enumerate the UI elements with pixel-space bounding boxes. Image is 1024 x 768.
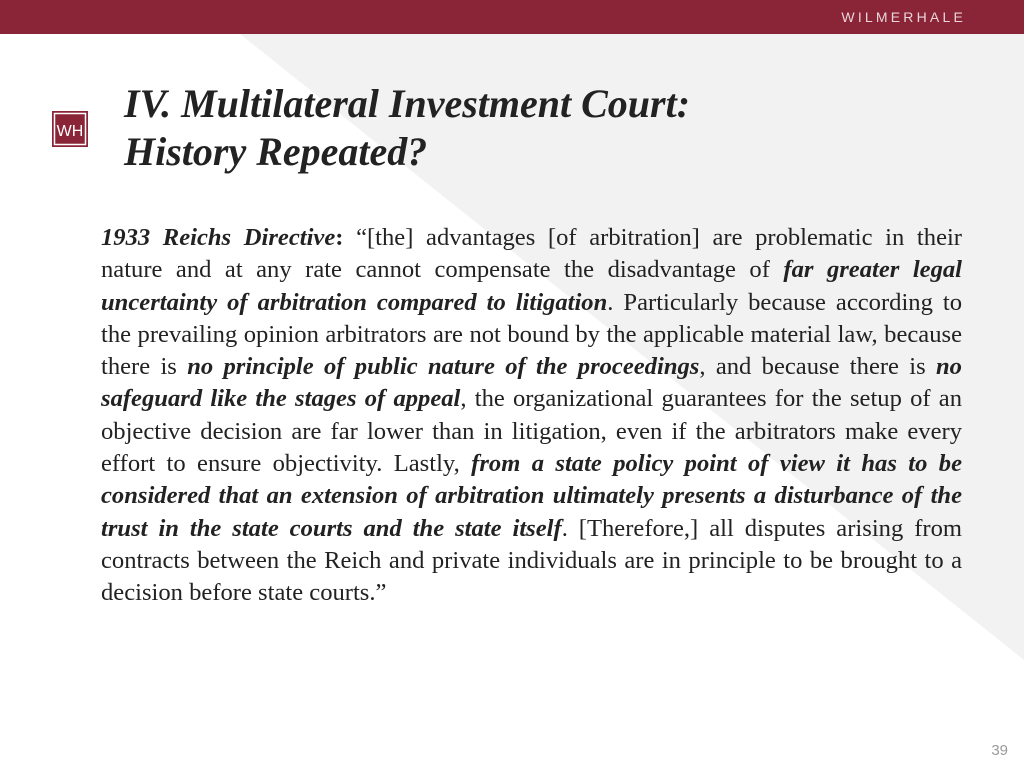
- slide-title-line-1: IV. Multilateral Investment Court:: [124, 81, 691, 126]
- header-bar: [0, 0, 1024, 34]
- quote-emphasis-4: from a state policy point of view it has to be considered that an extension of arbitration ultimately presents a disturbance of the trust in the state courts and the state itself: [101, 450, 962, 542]
- quote-emphasis-1: far greater legal uncertainty of arbitration compared to litigation: [101, 256, 962, 316]
- slide-title: [124, 80, 690, 176]
- quote-text-3: , and because there is: [699, 353, 936, 381]
- directive-colon: :: [335, 224, 344, 251]
- svg-text:WH: WH: [56, 123, 84, 140]
- quote-text-5: . [Therefore,] all disputes arising from contracts between the Reich and private individuals are in principle to be brought to a decision before state courts.”: [101, 514, 962, 607]
- brand-name: WILMERHALE: [841, 9, 966, 25]
- quote-text-2: . Particularly because according to the prevailing opinion arbitrators are not bound by the applicable material law, because there is: [101, 288, 962, 381]
- quote-text-4: , the organizational guarantees for the setup of an objective decision are far lower than in litigation, even if the arbitrators make every effort to ensure objectivity. Lastly,: [101, 385, 962, 478]
- quote-text-1: “[the] advantages [of arbitration] are problematic in their nature and at any rate cannot compensate the disadvantage of: [101, 224, 963, 284]
- page-number: 39: [991, 742, 1008, 759]
- quote-paragraph: [101, 222, 962, 610]
- quote-emphasis-2: no principle of public nature of the proceedings: [187, 353, 700, 381]
- directive-label: 1933 Reichs Directive: [101, 224, 336, 251]
- slide-title-line-2: History Repeated?: [124, 129, 428, 174]
- bullet-marker: [62, 232, 69, 239]
- wh-logo: [52, 111, 88, 147]
- quote-emphasis-3: no safeguard like the stages of appeal: [101, 353, 962, 413]
